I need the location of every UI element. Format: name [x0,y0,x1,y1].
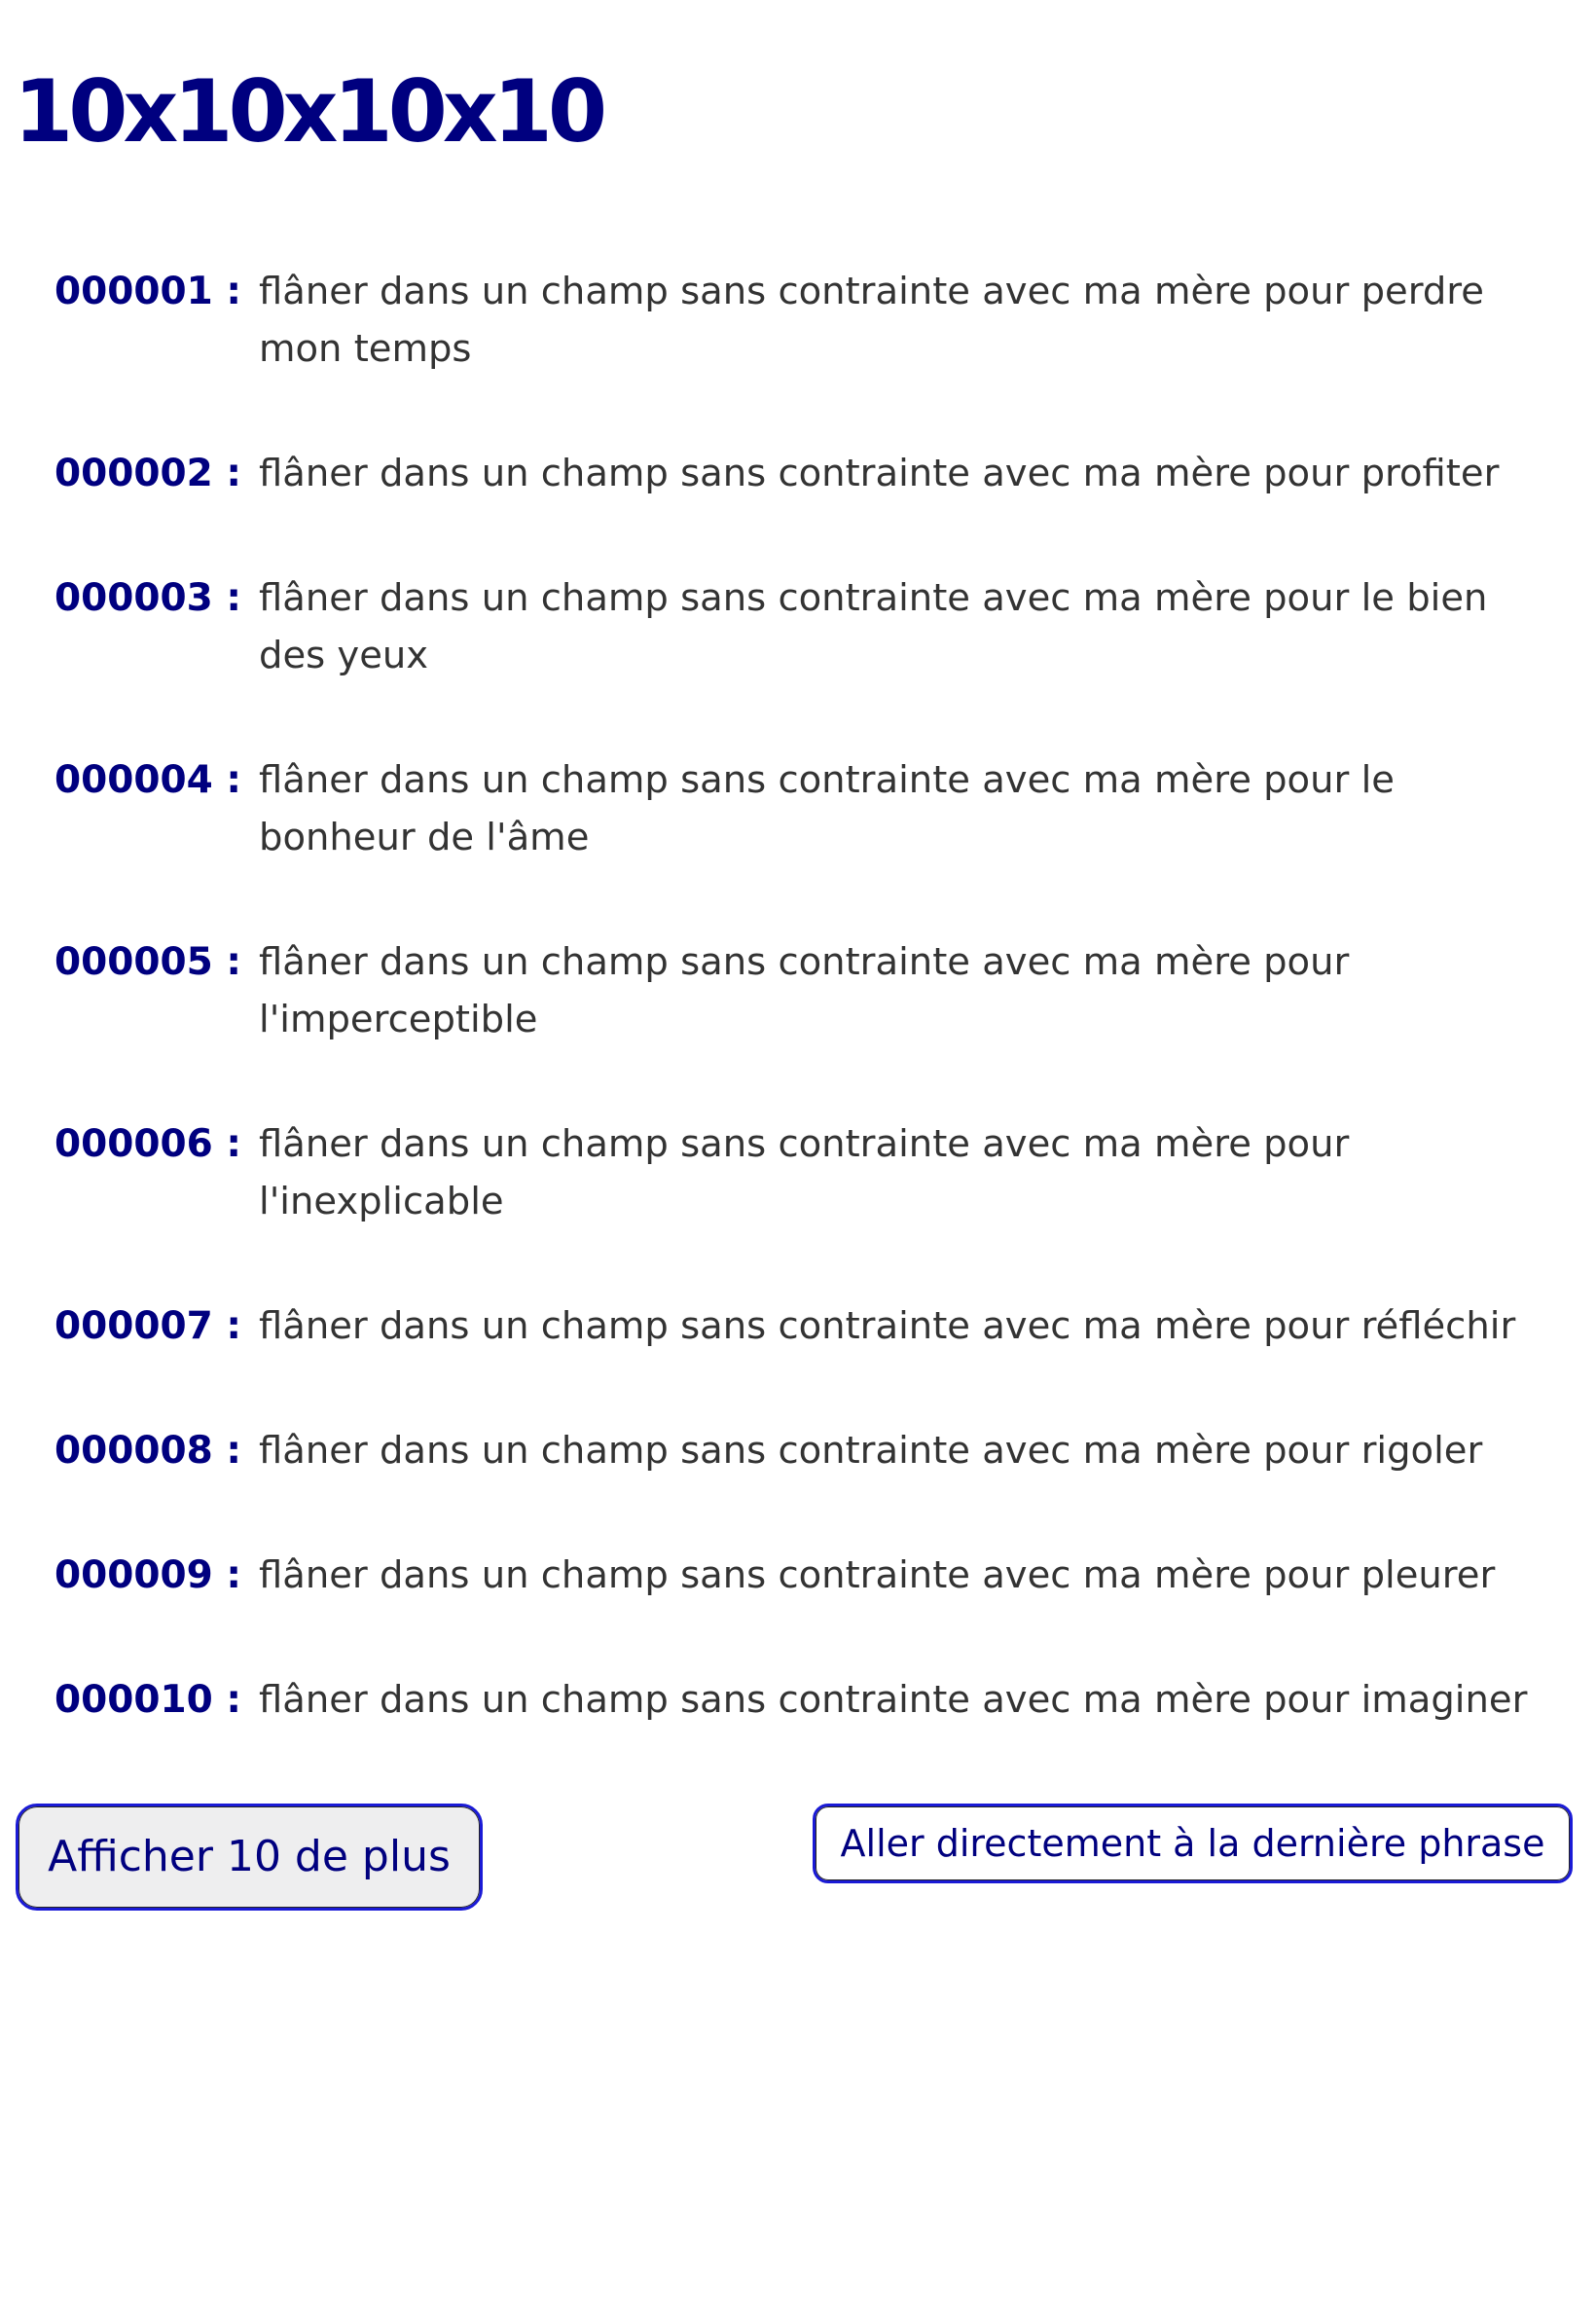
phrase-text: flâner dans un champ sans contrainte avec ma mère pour imaginer [259,1678,1528,1722]
phrase-number: 000007 : [54,1304,241,1348]
list-item [54,1297,1553,1355]
phrase-number: 000010 : [54,1678,241,1722]
phrase-number: 000009 : [54,1553,241,1597]
phrase-text: flâner dans un champ sans contrainte avec ma mère pour perdre mon temps [259,270,1484,371]
show-more-button[interactable]: Afficher 10 de plus [16,1804,483,1911]
phrase-number: 000005 : [54,940,241,984]
phrase-number: 000001 : [54,270,241,313]
list-item [54,445,1553,502]
phrase-number: 000002 : [54,452,241,495]
list-item [54,933,1553,1048]
phrase-text: flâner dans un champ sans contrainte avec ma mère pour le bonheur de l'âme [259,758,1395,859]
phrase-number: 000008 : [54,1429,241,1473]
list-item [54,569,1553,684]
phrase-text: flâner dans un champ sans contrainte avec ma mère pour pleurer [259,1553,1496,1597]
phrase-number: 000004 : [54,758,241,802]
phrase-text: flâner dans un champ sans contrainte avec ma mère pour rigoler [259,1429,1483,1473]
page-title: 10x10x10x10 [14,61,603,162]
list-item [54,1671,1553,1729]
phrase-text: flâner dans un champ sans contrainte avec ma mère pour réfléchir [259,1304,1516,1348]
phrase-text: flâner dans un champ sans contrainte avec ma mère pour profiter [259,452,1500,495]
phrase-text: flâner dans un champ sans contrainte avec ma mère pour l'imperceptible [259,940,1350,1041]
phrase-text: flâner dans un champ sans contrainte avec ma mère pour le bien des yeux [259,576,1488,677]
go-to-last-phrase-button[interactable]: Aller directement à la dernière phrase [813,1804,1573,1883]
list-item [54,751,1553,866]
phrase-list [54,263,1553,1796]
list-item [54,1115,1553,1230]
list-item [54,263,1553,378]
phrase-number: 000003 : [54,576,241,620]
list-item [54,1422,1553,1479]
phrase-number: 000006 : [54,1122,241,1166]
list-item [54,1547,1553,1604]
phrase-text: flâner dans un champ sans contrainte avec ma mère pour l'inexplicable [259,1122,1350,1223]
